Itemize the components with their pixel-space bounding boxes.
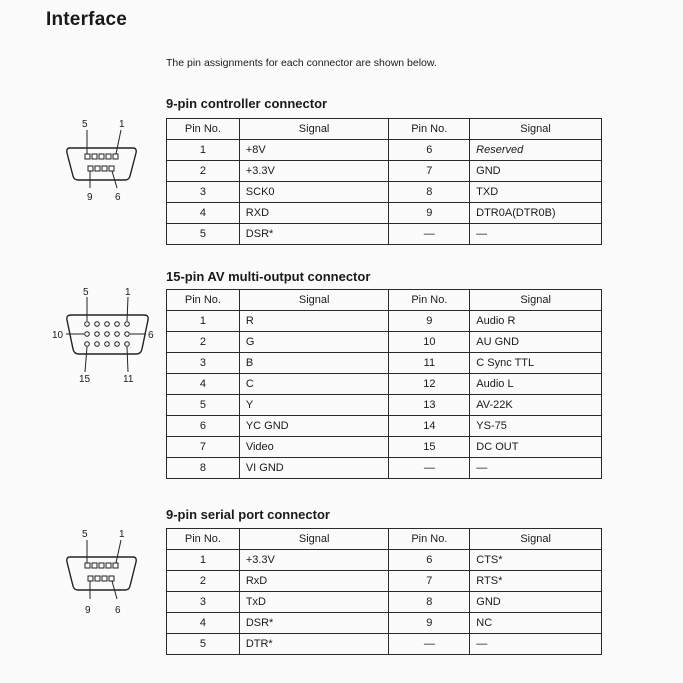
signal-cell: C Sync TTL (470, 353, 602, 374)
table-row (167, 416, 602, 437)
pin-label: 9 (85, 605, 91, 616)
header-signal: Signal (470, 290, 602, 311)
table-row (167, 311, 602, 332)
signal-cell: DC OUT (470, 437, 602, 458)
pin-number-cell: 2 (167, 161, 240, 182)
signal-cell: Audio L (470, 374, 602, 395)
section-title-controller-connector: 9-pin controller connector (166, 96, 328, 111)
pin-number-cell: 11 (389, 353, 470, 374)
signal-cell: B (239, 353, 389, 374)
header-pin-no: Pin No. (389, 529, 470, 550)
pin-number-cell: 3 (167, 182, 240, 203)
pin-number-cell: — (389, 634, 470, 655)
pin-number-cell: 3 (167, 353, 240, 374)
signal-cell: GND (470, 161, 602, 182)
controller-connector-diagram (60, 116, 150, 206)
pin-number-cell: 8 (167, 458, 240, 479)
pin-number-cell: 8 (389, 182, 470, 203)
pin-number-cell: 15 (389, 437, 470, 458)
signal-cell: R (239, 311, 389, 332)
header-signal: Signal (239, 290, 389, 311)
av-multi-output-connector-table (166, 289, 602, 479)
pin-number-cell: 5 (167, 634, 240, 655)
pin-number-cell: 4 (167, 613, 240, 634)
signal-cell: GND (470, 592, 602, 613)
signal-cell: RTS* (470, 571, 602, 592)
header-pin-no: Pin No. (389, 290, 470, 311)
signal-cell: +3.3V (239, 161, 389, 182)
signal-cell: Reserved (470, 140, 602, 161)
table-row (167, 571, 602, 592)
pin-number-cell: 6 (389, 140, 470, 161)
header-signal: Signal (470, 529, 602, 550)
table-row (167, 224, 602, 245)
table-row (167, 374, 602, 395)
header-pin-no: Pin No. (389, 119, 470, 140)
pin-number-cell: 8 (389, 592, 470, 613)
signal-cell: Y (239, 395, 389, 416)
av-multi-output-connector-diagram (50, 284, 160, 389)
pin-number-cell: 3 (167, 592, 240, 613)
pin-number-cell: 9 (389, 203, 470, 224)
page-title: Interface (46, 9, 128, 30)
signal-cell: RXD (239, 203, 389, 224)
signal-cell: +3.3V (239, 550, 389, 571)
pin-number-cell: 4 (167, 374, 240, 395)
signal-cell: Audio R (470, 311, 602, 332)
pin-number-cell: 9 (389, 311, 470, 332)
pin-label: 1 (119, 529, 125, 540)
header-pin-no: Pin No. (167, 529, 240, 550)
signal-cell: AU GND (470, 332, 602, 353)
pin-label: 5 (82, 529, 88, 540)
pin-number-cell: 7 (389, 161, 470, 182)
table-row (167, 353, 602, 374)
pin-number-cell: 13 (389, 395, 470, 416)
table-row (167, 203, 602, 224)
signal-cell: +8V (239, 140, 389, 161)
header-pin-no: Pin No. (167, 290, 240, 311)
signal-cell: SCK0 (239, 182, 389, 203)
header-signal: Signal (470, 119, 602, 140)
pin-number-cell: 7 (167, 437, 240, 458)
pin-label: 10 (52, 330, 64, 341)
pin-label: 5 (83, 287, 89, 298)
pin-number-cell: 6 (389, 550, 470, 571)
signal-cell: RxD (239, 571, 389, 592)
pin-number-cell: — (389, 224, 470, 245)
signal-cell: TxD (239, 592, 389, 613)
pin-label: 5 (82, 119, 88, 130)
signal-cell: VI GND (239, 458, 389, 479)
pin-number-cell: 1 (167, 311, 240, 332)
pin-number-cell: 7 (389, 571, 470, 592)
signal-cell: AV-22K (470, 395, 602, 416)
pin-number-cell: 10 (389, 332, 470, 353)
serial-port-connector-diagram (60, 527, 150, 617)
signal-cell: DSR* (239, 613, 389, 634)
signal-cell: C (239, 374, 389, 395)
pin-label: 15 (79, 374, 91, 385)
table-row (167, 161, 602, 182)
pin-number-cell: 2 (167, 571, 240, 592)
header-signal: Signal (239, 529, 389, 550)
header-signal: Signal (239, 119, 389, 140)
signal-cell: TXD (470, 182, 602, 203)
signal-cell: DSR* (239, 224, 389, 245)
pin-number-cell: 1 (167, 140, 240, 161)
signal-cell: CTS* (470, 550, 602, 571)
table-row (167, 182, 602, 203)
pin-number-cell: 9 (389, 613, 470, 634)
table-row (167, 332, 602, 353)
section-title-av-multi-output-connector: 15-pin AV multi-output connector (166, 269, 371, 284)
table-row (167, 140, 602, 161)
signal-cell: Video (239, 437, 389, 458)
table-row (167, 592, 602, 613)
table-row (167, 437, 602, 458)
signal-cell: YC GND (239, 416, 389, 437)
signal-cell: — (470, 224, 602, 245)
controller-connector-table (166, 118, 602, 245)
pin-label: 11 (123, 374, 134, 385)
table-row (167, 458, 602, 479)
pin-number-cell: 6 (167, 416, 240, 437)
pin-number-cell: 14 (389, 416, 470, 437)
signal-cell: DTR* (239, 634, 389, 655)
pin-label: 6 (115, 192, 121, 203)
pin-label: 9 (87, 192, 93, 203)
pin-label: 6 (115, 605, 121, 616)
header-pin-no: Pin No. (167, 119, 240, 140)
pin-label: 1 (125, 287, 131, 298)
pin-label: 1 (119, 119, 125, 130)
pin-number-cell: 5 (167, 224, 240, 245)
section-title-serial-port-connector: 9-pin serial port connector (166, 507, 330, 522)
pin-label: 6 (148, 330, 154, 341)
pin-number-cell: 5 (167, 395, 240, 416)
table-row (167, 634, 602, 655)
signal-cell: DTR0A(DTR0B) (470, 203, 602, 224)
signal-cell: YS-75 (470, 416, 602, 437)
pin-number-cell: 4 (167, 203, 240, 224)
signal-cell: G (239, 332, 389, 353)
pin-number-cell: — (389, 458, 470, 479)
pin-number-cell: 2 (167, 332, 240, 353)
signal-cell: NC (470, 613, 602, 634)
serial-port-connector-table (166, 528, 602, 655)
table-row (167, 550, 602, 571)
signal-cell: — (470, 458, 602, 479)
pin-number-cell: 12 (389, 374, 470, 395)
pin-number-cell: 1 (167, 550, 240, 571)
table-row (167, 613, 602, 634)
table-row (167, 395, 602, 416)
intro-text: The pin assignments for each connector are shown below. (166, 57, 437, 69)
signal-cell: — (470, 634, 602, 655)
